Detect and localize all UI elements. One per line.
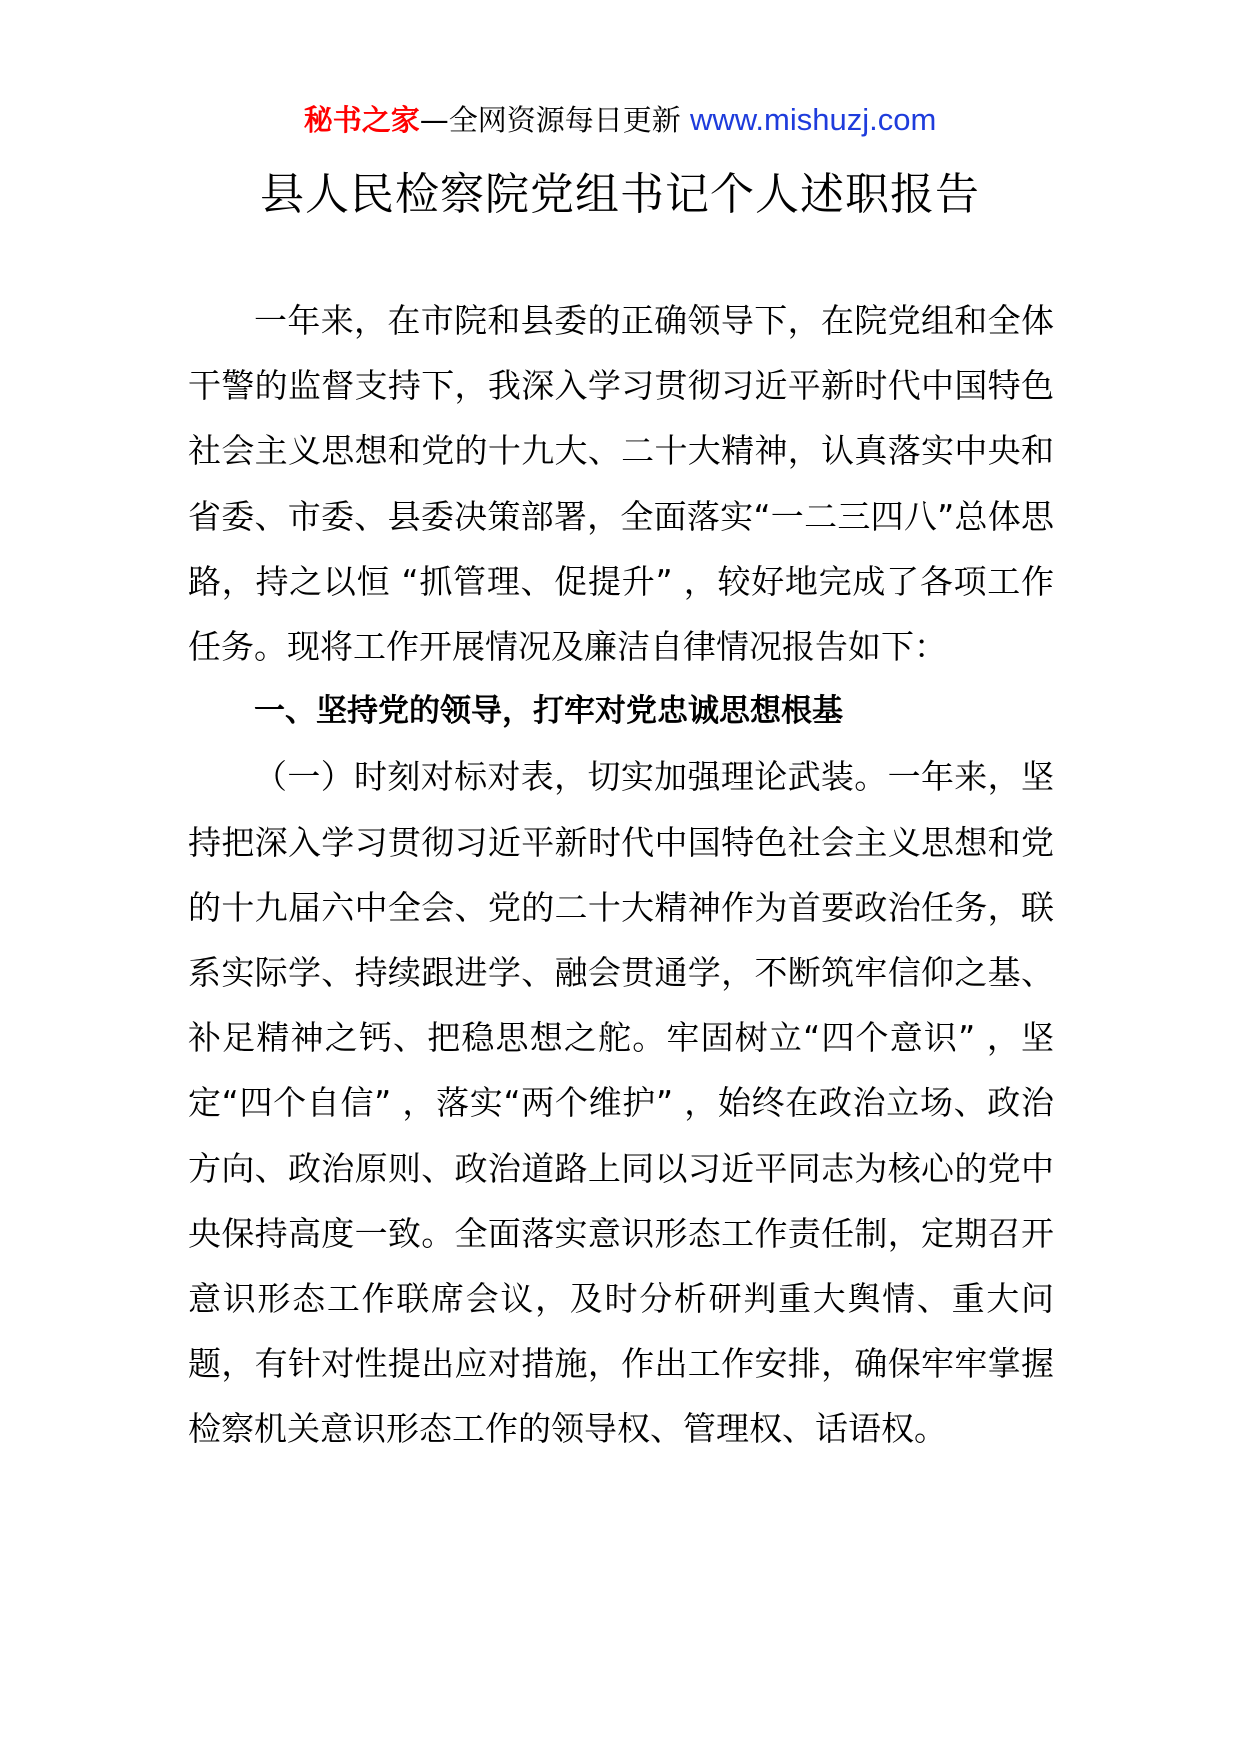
document-title: 县人民检察院党组书记个人述职报告 [260,169,980,220]
site-tagline: —全网资源每日更新 [419,103,681,137]
site-url-link[interactable]: www.mishuzj.com [689,102,937,137]
site-header [0,98,1240,142]
section-heading: 一、坚持党的领导，打牢对党忠诚思想根基 [254,693,843,730]
site-brand: 秘书之家 [303,103,420,137]
document-body [188,288,1054,1462]
section-paragraph: （一）时刻对标对表，切实加强理论武装。一年来，坚持把深入学习贯彻习近平新时代中国特色社会主义思想和党的十九届六中全会、党的二十大精神作为首要政治任务，联系实际学、持续跟进学、融会贯通学，不断筑牢信仰之基、补足精神之钙、把稳思想之舵。牢固树立“四个意识” ，坚定“四个自信” ，落实“两个维护” ，始终在政治立场、政治方向、政治原则、政治道路上同以习近平同志为核心的党中央保持高度一致。全面落实意识形态工作责任制，定期召开意识形态工作联席会议，及时分析研判重大舆情、重大问题，有针对性提出应对措施，作出工作安排，确保牢牢掌握检察机关意识形态工作的领导权、管理权、话语权。 [188,757,1054,1449]
intro-paragraph: 一年来，在市院和县委的正确领导下，在院党组和全体干警的监督支持下，我深入学习贯彻习近平新时代中国特色社会主义思想和党的十九大、二十大精神，认真落实中央和省委、市委、县委决策部署，全面落实“一二三四八”总体思路，持之以恒 “抓管理、促提升” ，较好地完成了各项工作任务。现将工作开展情况及廉洁自律情况报告如下： [188,301,1054,667]
